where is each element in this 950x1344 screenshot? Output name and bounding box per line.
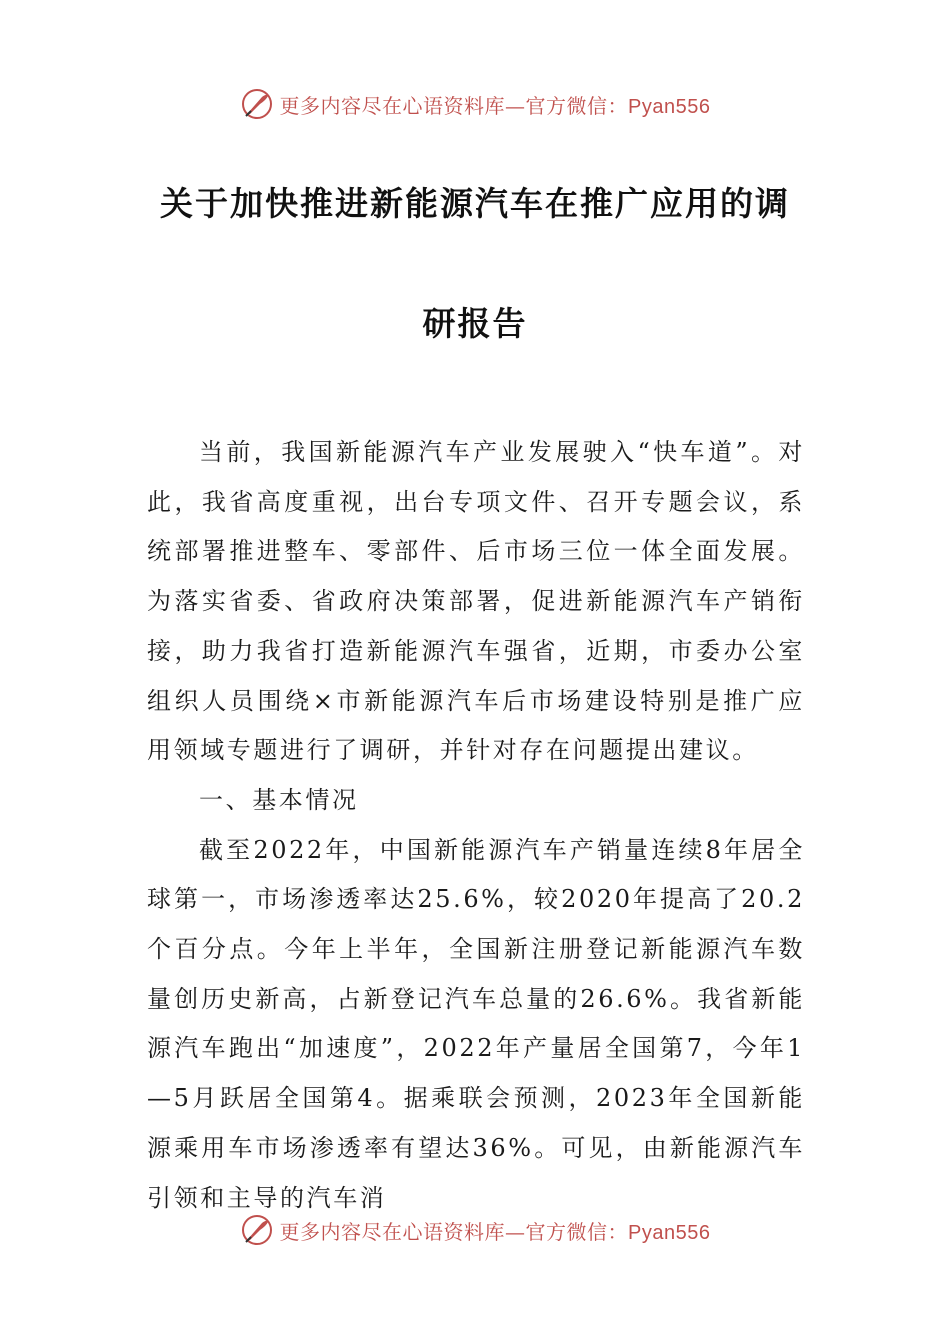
document-title-line-1: 关于加快推进新能源汽车在推广应用的调 xyxy=(160,184,790,223)
document-title-line-2: 研报告 xyxy=(422,304,528,343)
watermark-text: 更多内容尽在心语资料库—官方微信：Pyan556 xyxy=(279,1219,711,1244)
footer-watermark xyxy=(0,1210,950,1250)
quill-pen-logo-icon xyxy=(240,1213,274,1247)
header-watermark xyxy=(0,84,950,124)
section-heading: 一、基本情况 xyxy=(199,785,359,814)
intro-paragraph: 当前，我国新能源汽车产业发展驶入“快车道”。对此，我省高度重视，出台专项文件、召开专题会议，系统部署推进整车、零部件、后市场三位一体全面发展。为落实省委、省政府决策部署，促进新能源汽车产销衔接，助力我省打造新能源汽车强省，近期，市委办公室组织人员围绕×市新能源汽车后市场建设特别是推广应用领域专题进行了调研，并针对存在问题提出建议。 xyxy=(147,438,805,765)
watermark-text: 更多内容尽在心语资料库—官方微信：Pyan556 xyxy=(279,93,711,118)
quill-pen-logo-icon xyxy=(240,87,274,121)
document-body xyxy=(147,428,805,1223)
section-paragraph: 截至2022年，中国新能源汽车产销量连续8年居全球第一，市场渗透率达25.6%，较2020年提高了20.2个百分点。今年上半年，全国新注册登记新能源汽车数量创历史新高，占新登记汽车总量的26.6%。我省新能源汽车跑出“加速度”，2022年产量居全国第7，今年1—5月跃居全国第4。据乘联会预测，2023年全国新能源乘用车市场渗透率有望达36%。可见，由新能源汽车引领和主导的汽车消 xyxy=(147,835,805,1212)
